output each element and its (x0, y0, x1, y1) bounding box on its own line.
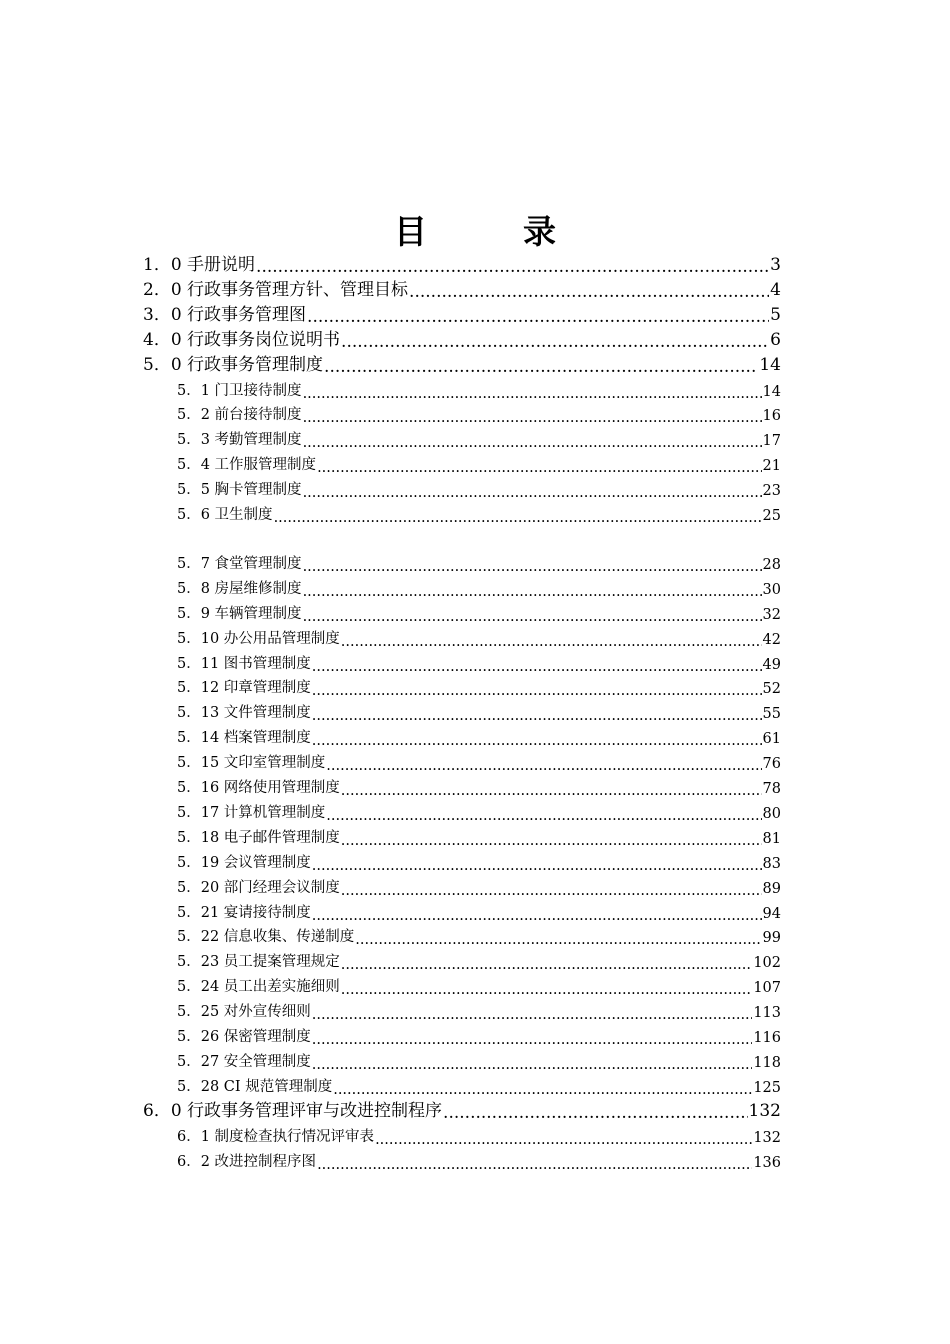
toc-entry-page-number: 113 (753, 1005, 781, 1022)
toc-entry[interactable] (143, 351, 781, 375)
toc-entry[interactable] (177, 1072, 781, 1096)
toc-entry-page-number: 52 (762, 681, 781, 698)
dot-leader (375, 1131, 752, 1146)
toc-entry-page-number: 81 (762, 830, 781, 847)
toc-entry[interactable] (177, 798, 781, 822)
toc-entry-page-number: 30 (762, 581, 781, 598)
dot-leader (341, 783, 762, 798)
toc-entry-page-number: 125 (753, 1079, 781, 1096)
toc-entry[interactable] (177, 698, 781, 722)
toc-entry-label: 6．1 制度检查执行情况评审表 (177, 1128, 375, 1145)
toc-entry-page-number: 107 (753, 980, 781, 997)
dot-leader (303, 410, 762, 425)
toc-entry[interactable] (177, 574, 781, 598)
toc-entry-label: 5．4 工作服管理制度 (177, 457, 317, 474)
toc-entry-label: 5．8 房屋维修制度 (177, 580, 302, 597)
toc-entry-page-number: 116 (753, 1030, 781, 1046)
toc-entry-page-number: 5 (770, 304, 781, 325)
toc-entry-page-number: 102 (753, 955, 781, 972)
toc-entry-page-number: 61 (762, 731, 781, 748)
toc-entry-label: 5．11 图书管理制度 (177, 655, 311, 672)
dot-leader (341, 633, 762, 648)
toc-entry[interactable] (177, 475, 781, 499)
toc-entry-label: 5．14 档案管理制度 (177, 730, 311, 747)
dot-leader (274, 510, 762, 525)
toc-entry[interactable] (177, 997, 781, 1021)
toc-entry-page-number: 94 (762, 905, 781, 922)
toc-entry-page-number: 6 (770, 329, 781, 350)
toc-entry[interactable] (177, 1022, 781, 1046)
dot-leader (341, 832, 762, 847)
toc-entry-label: 5．7 食堂管理制度 (177, 555, 302, 572)
toc-entry-label: 5．3 考勤管理制度 (177, 432, 302, 449)
dot-leader (312, 733, 762, 748)
toc-entry[interactable] (177, 1047, 781, 1071)
toc-entry-label: 5．20 部门经理会议制度 (177, 879, 340, 896)
dot-leader (303, 385, 762, 400)
toc-entry-label: 5．1 门卫接待制度 (177, 382, 302, 399)
toc-entry[interactable] (177, 748, 781, 772)
toc-entry[interactable] (143, 1097, 781, 1121)
dot-leader (312, 1007, 753, 1022)
dot-leader (333, 1081, 752, 1096)
toc-entry-label: 5．2 前台接待制度 (177, 407, 302, 424)
toc-entry-label: 5．25 对外宣传细则 (177, 1004, 311, 1021)
dot-leader (341, 982, 753, 997)
dot-leader (312, 658, 762, 673)
dot-leader (303, 583, 762, 598)
toc-entry[interactable] (177, 376, 781, 400)
toc-entry-page-number: 32 (762, 606, 781, 623)
toc-entry[interactable] (177, 947, 781, 971)
toc-entry-label: 5．16 网络使用管理制度 (177, 780, 340, 796)
dot-leader (303, 558, 762, 573)
toc-entry-label: 5．23 员工提案管理规定 (177, 954, 340, 971)
toc-entry-label: 5．6 卫生制度 (177, 507, 273, 523)
toc-entry[interactable] (177, 599, 781, 623)
toc-entry-label: 5．5 胸卡管理制度 (177, 482, 302, 499)
dot-leader (312, 708, 762, 723)
toc-entry[interactable] (177, 922, 781, 946)
dot-leader (341, 882, 762, 897)
dot-leader (307, 308, 769, 325)
toc-entry-label: 5．9 车辆管理制度 (177, 605, 302, 622)
toc-entry[interactable] (177, 400, 781, 424)
toc-entry-page-number: 17 (762, 433, 781, 450)
dot-leader (303, 485, 762, 500)
toc-entry-page-number: 42 (762, 631, 781, 648)
toc-entry-page-number: 99 (762, 930, 781, 947)
toc-entry-label: 5．18 电子邮件管理制度 (177, 829, 340, 846)
toc-entry[interactable] (177, 649, 781, 673)
dot-leader (256, 258, 769, 275)
dot-leader (341, 333, 769, 350)
toc-entry-page-number: 83 (762, 855, 781, 872)
toc-entry-page-number: 78 (762, 781, 781, 797)
dot-leader (409, 283, 769, 300)
toc-entry-page-number: 80 (762, 805, 781, 822)
toc-entry-label: 1．0 手册说明 (143, 255, 256, 275)
dot-leader (312, 907, 762, 922)
toc-entry-label: 5．21 宴请接待制度 (177, 904, 311, 921)
page-title (0, 206, 950, 253)
dot-leader (443, 1104, 748, 1121)
toc-entry-label: 5．24 员工出差实施细则 (177, 979, 340, 996)
dot-leader (312, 857, 762, 872)
toc-entry-label: 6．2 改进控制程序图 (177, 1153, 317, 1170)
dot-leader (326, 758, 761, 773)
toc-entry[interactable] (177, 500, 781, 524)
toc-entry[interactable] (177, 898, 781, 922)
toc-entry-page-number: 136 (753, 1154, 781, 1171)
toc-entry[interactable] (177, 723, 781, 747)
dot-leader (312, 1032, 753, 1047)
toc-entry[interactable] (177, 873, 781, 897)
toc-entry-page-number: 14 (762, 383, 781, 400)
toc-entry-page-number: 21 (762, 458, 781, 475)
toc-entry-label: 3．0 行政事务管理图 (143, 304, 307, 325)
title-char-right: 录 (523, 212, 556, 251)
toc-entry-page-number: 132 (748, 1100, 781, 1121)
toc-entry[interactable] (177, 1122, 781, 1146)
toc-entry[interactable] (177, 450, 781, 474)
toc-entry-label: 2．0 行政事务管理方针、管理目标 (143, 279, 409, 300)
toc-entry[interactable] (177, 624, 781, 648)
toc-entry-label: 5．12 印章管理制度 (177, 680, 311, 697)
dot-leader (326, 807, 761, 822)
toc-entry[interactable] (177, 773, 781, 797)
toc-entry-label: 5．10 办公用品管理制度 (177, 630, 340, 647)
dot-leader (312, 683, 762, 698)
toc-entry-page-number: 16 (762, 408, 781, 425)
toc-entry-page-number: 25 (762, 508, 781, 524)
toc-entry[interactable] (177, 972, 781, 996)
toc-entry[interactable] (143, 301, 781, 325)
toc-entry[interactable] (177, 673, 781, 697)
dot-leader (312, 1056, 753, 1071)
toc-entry-label: 6．0 行政事务管理评审与改进控制程序 (143, 1100, 443, 1121)
toc-entry-page-number: 89 (762, 880, 781, 897)
toc-entry[interactable] (143, 276, 781, 300)
toc-entry-label: 5．15 文印室管理制度 (177, 755, 326, 772)
toc-entry[interactable] (177, 1147, 781, 1171)
toc-entry[interactable] (177, 848, 781, 872)
toc-entry-label: 5．22 信息收集、传递制度 (177, 929, 355, 946)
toc-entry-label: 5．13 文件管理制度 (177, 705, 311, 722)
toc-entry-page-number: 28 (762, 556, 781, 573)
toc-entry-label: 5．17 计算机管理制度 (177, 804, 326, 821)
dot-leader (303, 435, 762, 450)
dot-leader (355, 932, 761, 947)
toc-entry-page-number: 23 (762, 483, 781, 500)
dot-leader (303, 608, 762, 623)
dot-leader (341, 957, 753, 972)
toc-entry[interactable] (177, 549, 781, 573)
dot-leader (317, 1156, 752, 1171)
toc-entry-page-number: 3 (770, 255, 781, 275)
toc-entry[interactable] (143, 251, 781, 275)
toc-entry-label: 5．26 保密管理制度 (177, 1029, 311, 1045)
toc-entry-label: 4．0 行政事务岗位说明书 (143, 329, 341, 350)
toc-entry-label: 5．28 CI 规范管理制度 (177, 1078, 333, 1095)
toc-entry-label: 5．27 安全管理制度 (177, 1053, 311, 1070)
dot-leader (317, 460, 761, 475)
toc-entry[interactable] (177, 823, 781, 847)
toc-entry-label: 5．0 行政事务管理制度 (143, 354, 324, 375)
toc-entry-page-number: 76 (762, 756, 781, 773)
toc-entry-page-number: 55 (762, 706, 781, 723)
toc-entry-page-number: 132 (753, 1129, 781, 1146)
title-char-left: 目 (394, 212, 427, 251)
toc-entry[interactable] (143, 326, 781, 350)
toc-entry-page-number: 4 (770, 279, 781, 300)
toc-entry[interactable] (177, 425, 781, 449)
toc-entry-page-number: 49 (762, 656, 781, 673)
toc-entry-page-number: 118 (753, 1054, 781, 1071)
toc-entry-page-number: 14 (759, 354, 781, 375)
toc-entry-label: 5．19 会议管理制度 (177, 854, 311, 871)
dot-leader (324, 358, 758, 375)
